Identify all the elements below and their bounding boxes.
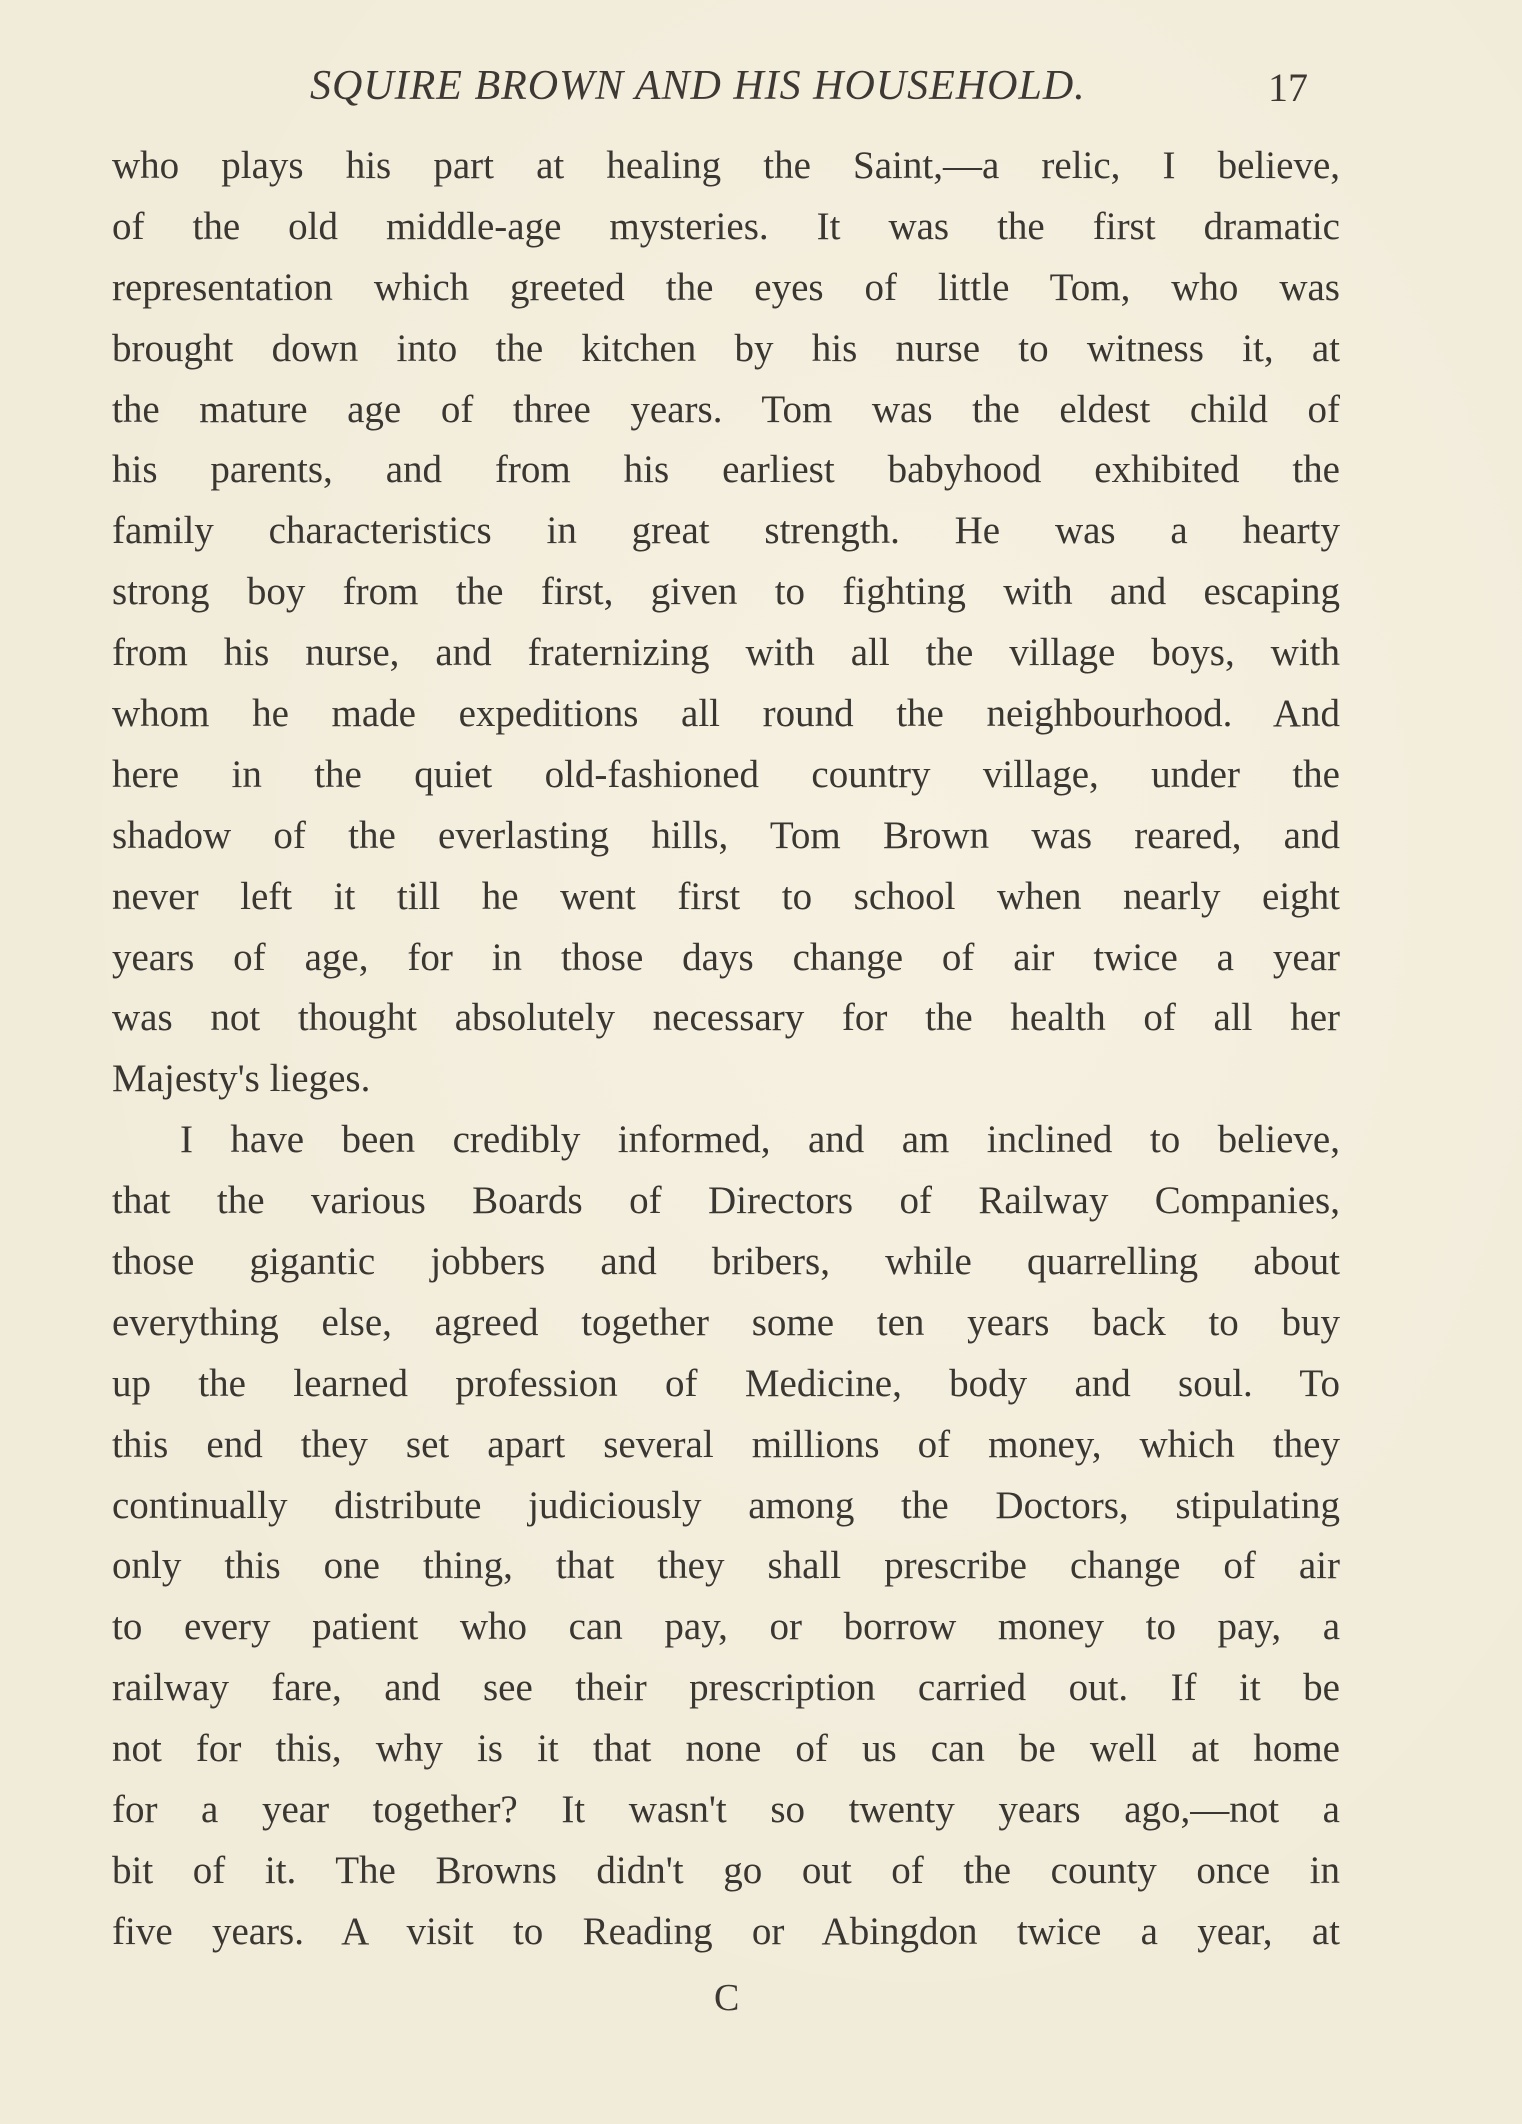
text-line: representation which greeted the eyes of little Tom, who was bbox=[112, 265, 1340, 309]
text-line: whom he made expeditions all round the neighbourhood. And bbox=[112, 692, 1340, 736]
text-line: only this one thing, that they shall prescribe change of air bbox=[112, 1544, 1340, 1588]
text-line: Majesty's lieges. bbox=[112, 1057, 371, 1101]
text-line: five years. A visit to Reading or Abingdon twice a year, at bbox=[112, 1909, 1340, 1953]
text-line: I have been credibly informed, and am inclined to believe, bbox=[180, 1118, 1340, 1162]
text-line: shadow of the everlasting hills, Tom Brown was reared, and bbox=[112, 813, 1340, 857]
text-line: to every patient who can pay, or borrow money to pay, a bbox=[112, 1605, 1340, 1649]
text-line: strong boy from the first, given to fighting with and escaping bbox=[112, 570, 1340, 614]
text-line: bit of it. The Browns didn't go out of the county once in bbox=[112, 1848, 1340, 1892]
text-line: everything else, agreed together some ten years back to buy bbox=[112, 1300, 1340, 1344]
text-line: this end they set apart several millions of money, which they bbox=[112, 1422, 1340, 1466]
text-line: those gigantic jobbers and bribers, while quarrelling about bbox=[112, 1240, 1340, 1284]
text-line: of the old middle-age mysteries. It was the first dramatic bbox=[112, 204, 1340, 248]
text-line: the mature age of three years. Tom was the eldest child of bbox=[112, 387, 1340, 431]
text-line: who plays his part at healing the Saint,—a relic, I believe, bbox=[112, 144, 1340, 187]
text-line: from his nurse, and fraternizing with all the village boys, with bbox=[112, 631, 1340, 675]
text-line: up the learned profession of Medicine, body and soul. To bbox=[112, 1361, 1340, 1405]
text-line: continually distribute judiciously among the Doctors, stipulating bbox=[112, 1483, 1340, 1527]
text-line: was not thought absolutely necessary for the health of all her bbox=[112, 996, 1340, 1040]
text-line: that the various Boards of Directors of Railway Companies, bbox=[112, 1179, 1340, 1223]
signature-mark: C bbox=[714, 1977, 740, 2019]
body-text bbox=[112, 136, 1340, 1963]
text-line: here in the quiet old-fashioned country village, under the bbox=[112, 752, 1340, 796]
text-line: not for this, why is it that none of us can be well at home bbox=[112, 1727, 1340, 1771]
text-line: brought down into the kitchen by his nurse to witness it, at bbox=[112, 326, 1340, 370]
page-number: 17 bbox=[1268, 65, 1308, 110]
running-head-title: SQUIRE BROWN AND HIS HOUSEHOLD. bbox=[310, 63, 1086, 109]
text-line: years of age, for in those days change of air twice a year bbox=[112, 935, 1340, 979]
text-line: for a year together? It wasn't so twenty years ago,—not a bbox=[112, 1788, 1340, 1832]
text-line: railway fare, and see their prescription carried out. If it be bbox=[112, 1666, 1340, 1710]
text-line: never left it till he went first to school when nearly eight bbox=[112, 874, 1340, 918]
text-line: family characteristics in great strength. He was a hearty bbox=[112, 509, 1340, 553]
text-line: his parents, and from his earliest babyhood exhibited the bbox=[112, 448, 1340, 492]
